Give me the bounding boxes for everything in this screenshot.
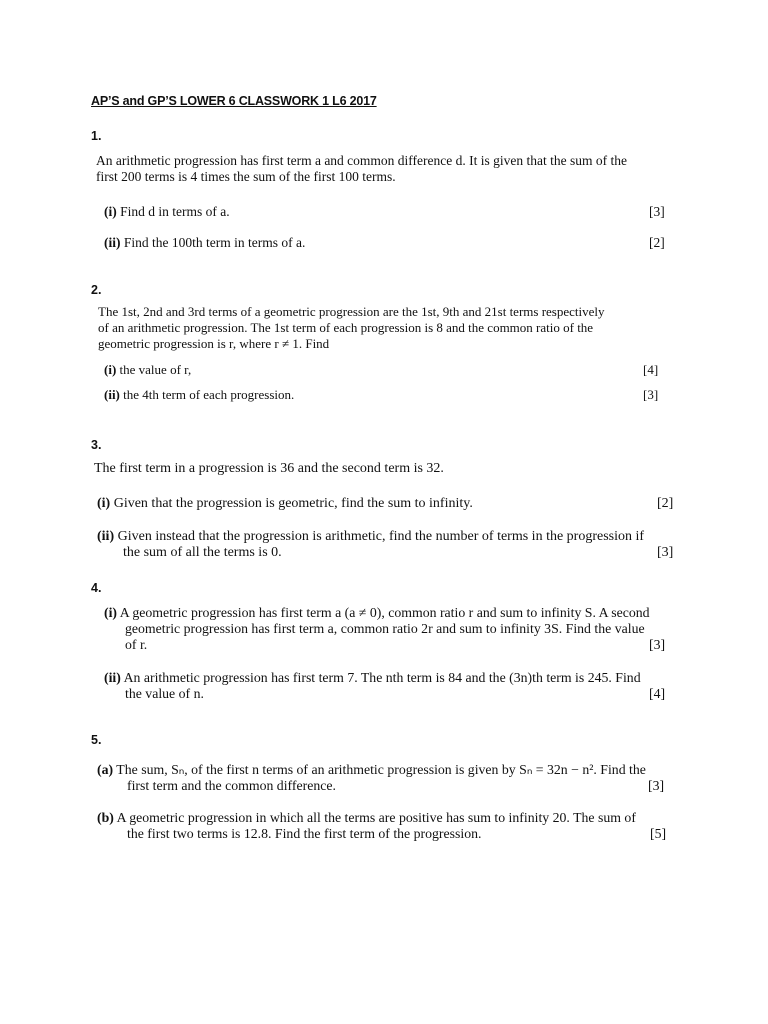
question-2-part-ii [104, 387, 294, 403]
question-4-part-i [104, 605, 650, 653]
part-text-line-2: the value of n. [125, 686, 204, 701]
question-4-part-ii-marks: [4] [649, 686, 666, 701]
part-label: (a) [97, 762, 114, 777]
part-label: (i) [104, 204, 117, 219]
question-1-part-i-marks: [3] [649, 204, 665, 219]
part-text-line-1: Given instead that the progression is arithmetic, find the number of terms in the progression if [117, 529, 645, 544]
question-3-intro-line-1: The first term in a progression is 36 and the second term is 32. [94, 461, 444, 476]
part-text: the 4th term of each progression. [123, 387, 295, 402]
part-label: (ii) [97, 529, 115, 544]
question-3-part-i-marks: [2] [657, 496, 674, 511]
question-1-intro [96, 153, 627, 185]
part-text-line-2: first term and the common difference. [127, 778, 336, 793]
question-3-number: 3. [91, 438, 102, 452]
part-label: (ii) [104, 387, 120, 402]
part-label: (i) [97, 496, 111, 511]
part-text-line-1: The sum, Sₙ, of the first n terms of an arithmetic progression is given by Sₙ = 32n − n². Find the [116, 762, 646, 777]
question-1-part-ii-marks: [2] [649, 235, 665, 250]
question-1-number: 1. [91, 129, 102, 143]
question-1-part-ii [104, 235, 305, 251]
question-3-intro [94, 461, 444, 477]
question-5-part-b [97, 810, 636, 842]
question-4-number: 4. [91, 581, 102, 595]
part-text-line-1: A geometric progression in which all the terms are positive has sum to infinity 20. The sum of [116, 810, 636, 825]
part-label: (b) [97, 810, 114, 825]
question-2-intro-line-3: geometric progression is r, where r ≠ 1. Find [98, 336, 330, 351]
question-4-part-i-marks: [3] [649, 637, 666, 652]
part-text-line-2: the sum of all the terms is 0. [123, 545, 282, 560]
question-3-part-i [97, 496, 473, 512]
part-text-line-1: A geometric progression has first term a (a ≠ 0), common ratio r and sum to infinity S. A second [119, 605, 650, 620]
question-1-intro-line-2: first 200 terms is 4 times the sum of the first 100 terms. [96, 169, 396, 184]
question-5-part-a-marks: [3] [648, 778, 665, 793]
part-text: Find the 100th term in terms of a. [123, 235, 306, 250]
question-5-number: 5. [91, 733, 102, 747]
question-5-part-b-marks: [5] [650, 826, 667, 841]
part-label: (i) [104, 605, 118, 620]
part-text: Find d in terms of a. [120, 204, 230, 219]
part-label: (i) [104, 362, 117, 377]
question-2-part-i-marks: [4] [643, 362, 659, 377]
question-1-part-i [104, 204, 230, 220]
question-2-intro [98, 304, 605, 352]
question-2-part-i [104, 362, 191, 378]
part-text: Given that the progression is geometric, find the sum to infinity. [113, 496, 473, 511]
question-5-part-a [97, 762, 646, 794]
part-label: (ii) [104, 235, 121, 250]
question-2-intro-line-2: of an arithmetic progression. The 1st term of each progression is 8 and the common ratio of the [98, 320, 594, 335]
question-1-intro-line-1: An arithmetic progression has first term a and common difference d. It is given that the sum of the [96, 153, 627, 168]
part-text-line-1: An arithmetic progression has first term 7. The nth term is 84 and the (3n)th term is 245. Find [123, 670, 641, 685]
question-2-number: 2. [91, 283, 102, 297]
question-3-part-ii [97, 529, 644, 561]
part-text: the value of r, [119, 362, 192, 377]
question-4-part-ii [104, 670, 641, 702]
part-text-line-2: the first two terms is 12.8. Find the first term of the progression. [127, 826, 482, 841]
question-3-part-ii-marks: [3] [657, 545, 674, 560]
question-2-intro-line-1: The 1st, 2nd and 3rd terms of a geometric progression are the 1st, 9th and 21st terms respectively [98, 304, 605, 319]
part-text-line-3: of r. [125, 637, 148, 652]
question-2-part-ii-marks: [3] [643, 387, 659, 402]
page-title: AP’S and GP’S LOWER 6 CLASSWORK 1 L6 2017 [91, 94, 377, 108]
part-text-line-2: geometric progression has first term a, common ratio 2r and sum to infinity 3S. Find the value [125, 621, 645, 636]
part-label: (ii) [104, 670, 121, 685]
